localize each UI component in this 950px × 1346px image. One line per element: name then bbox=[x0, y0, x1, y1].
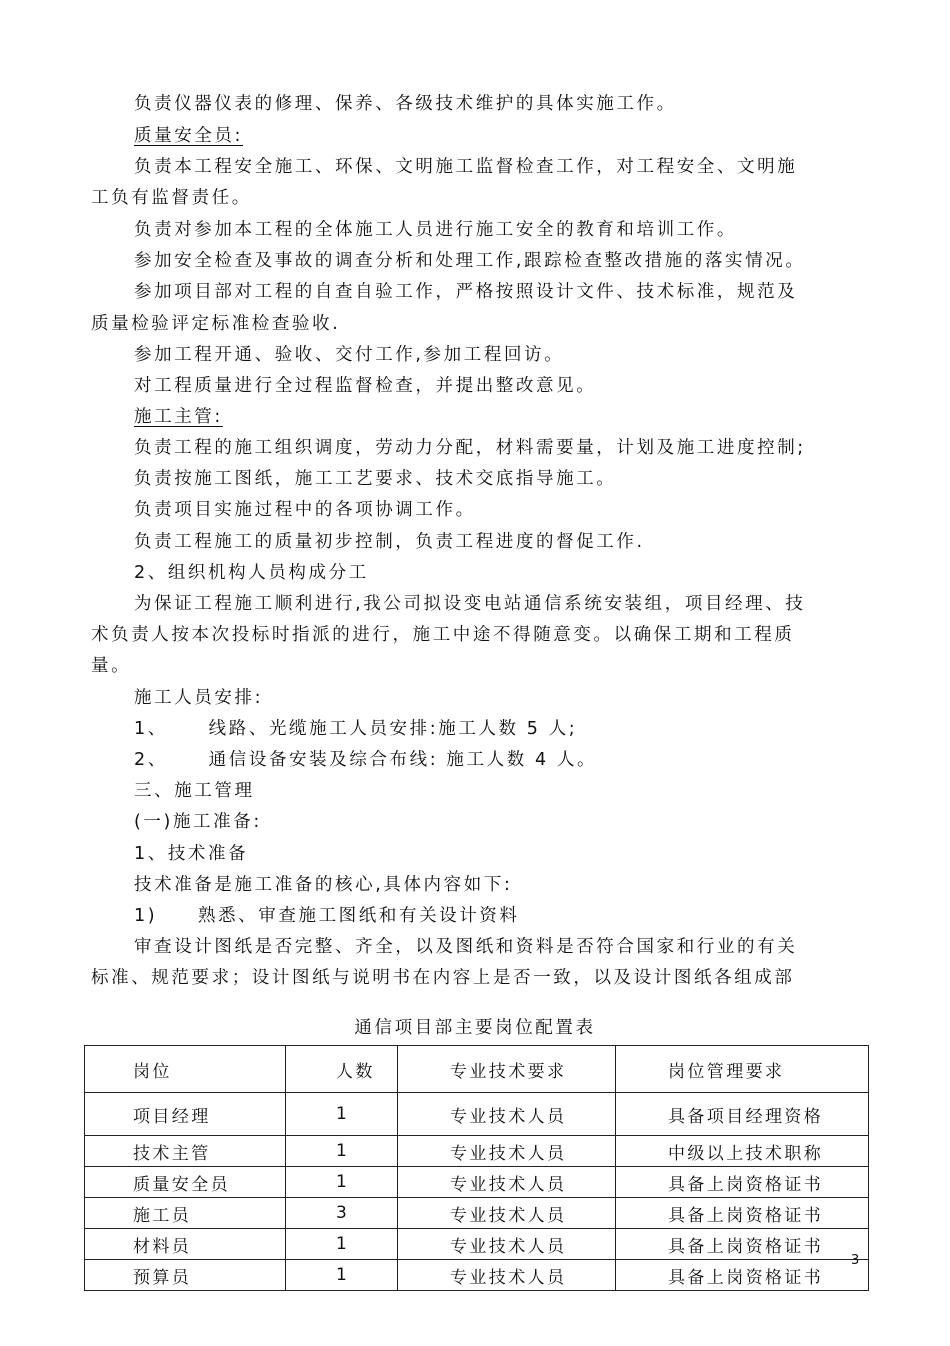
cell-technical-requirement: 专业技术人员 bbox=[398, 1093, 616, 1136]
cell-position: 预算员 bbox=[85, 1260, 286, 1291]
cell-headcount: 1 bbox=[286, 1229, 398, 1260]
paragraph-line: 工负有监督责任。 bbox=[91, 188, 252, 208]
cell-management-requirement: 具备上岗资格证书 bbox=[616, 1198, 869, 1229]
cell-position: 施工员 bbox=[85, 1198, 286, 1229]
header-cell-position: 岗位 bbox=[85, 1046, 286, 1093]
paragraph-line: 质量检验评定标准检查验收. bbox=[91, 314, 341, 334]
cell-position: 质量安全员 bbox=[85, 1167, 286, 1198]
cell-management-requirement: 具备项目经理资格 bbox=[616, 1093, 869, 1136]
paragraph-line: 负责本工程安全施工、环保、文明施工监督检查工作，对工程安全、文明施 bbox=[134, 157, 798, 177]
table-header-row bbox=[85, 1046, 869, 1093]
section-heading-organization: 2、组织机构人员构成分工 bbox=[134, 563, 369, 583]
paragraph-line: 为保证工程施工顺利进行,我公司拟设变电站通信系统安装组，项目经理、技 bbox=[134, 594, 806, 614]
paragraph-line: 负责对参加本工程的全体施工人员进行施工安全的教育和培训工作。 bbox=[134, 220, 737, 240]
paragraph-line: 施工人员安排: bbox=[134, 688, 264, 708]
header-cell-technical-requirement: 专业技术要求 bbox=[398, 1046, 616, 1093]
paragraph-line: 负责项目实施过程中的各项协调工作。 bbox=[134, 500, 476, 520]
cell-technical-requirement: 专业技术人员 bbox=[398, 1260, 616, 1291]
paragraph-line: 量。 bbox=[91, 656, 132, 676]
paragraph-line: 负责工程的施工组织调度，劳动力分配，材料需要量，计划及施工进度控制; bbox=[134, 438, 806, 458]
table-row bbox=[85, 1093, 869, 1136]
table-caption: 通信项目部主要岗位配置表 bbox=[354, 1018, 596, 1038]
section-heading-construction-supervisor: 施工主管: bbox=[134, 407, 223, 427]
section-heading-construction-management: 三、施工管理 bbox=[134, 781, 255, 801]
cell-management-requirement: 具备上岗资格证书 bbox=[616, 1229, 869, 1260]
section-heading-technical-preparation: 1、技术准备 bbox=[134, 844, 249, 864]
cell-position: 技术主管 bbox=[85, 1136, 286, 1167]
cell-management-requirement: 中级以上技术职称 bbox=[616, 1136, 869, 1167]
cell-technical-requirement: 专业技术人员 bbox=[398, 1167, 616, 1198]
cell-headcount: 1 bbox=[286, 1136, 398, 1167]
paragraph-line: 参加项目部对工程的自查自验工作，严格按照设计文件、技术标准，规范及 bbox=[134, 282, 798, 302]
paragraph-line: 负责仪器仪表的修理、保养、各级技术维护的具体实施工作。 bbox=[134, 94, 677, 114]
paragraph-line: 技术准备是施工准备的核心,具体内容如下: bbox=[134, 875, 513, 895]
table-row bbox=[85, 1198, 869, 1229]
list-item: 2、 通信设备安装及综合布线: 施工人数 4 人。 bbox=[134, 750, 598, 770]
cell-headcount: 1 bbox=[286, 1093, 398, 1136]
cell-technical-requirement: 专业技术人员 bbox=[398, 1136, 616, 1167]
staffing-table bbox=[84, 1045, 869, 1291]
paragraph-line: 审查设计图纸是否完整、齐全，以及图纸和资料是否符合国家和行业的有关 bbox=[134, 937, 798, 957]
header-cell-management-requirement: 岗位管理要求 bbox=[616, 1046, 869, 1093]
cell-management-requirement: 具备上岗资格证书 bbox=[616, 1260, 869, 1291]
cell-management-requirement: 具备上岗资格证书 bbox=[616, 1167, 869, 1198]
table-row bbox=[85, 1167, 869, 1198]
cell-headcount: 3 bbox=[286, 1198, 398, 1229]
paragraph-line: 参加工程开通、验收、交付工作,参加工程回访。 bbox=[134, 345, 565, 365]
list-item: 1) 熟悉、审查施工图纸和有关设计资料 bbox=[134, 906, 520, 926]
paragraph-line: 负责工程施工的质量初步控制，负责工程进度的督促工作. bbox=[134, 532, 645, 552]
cell-position: 项目经理 bbox=[85, 1093, 286, 1136]
cell-headcount: 1 bbox=[286, 1167, 398, 1198]
table-row bbox=[85, 1136, 869, 1167]
cell-technical-requirement: 专业技术人员 bbox=[398, 1229, 616, 1260]
paragraph-line: 标准、规范要求；设计图纸与说明书在内容上是否一致，以及设计图纸各组成部 bbox=[91, 968, 795, 988]
cell-headcount: 1 bbox=[286, 1260, 398, 1291]
list-item: 1、 线路、光缆施工人员安排:施工人数 5 人; bbox=[134, 719, 578, 739]
section-heading-quality-safety: 质量安全员: bbox=[134, 126, 243, 146]
cell-position: 材料员 bbox=[85, 1229, 286, 1260]
paragraph-line: 对工程质量进行全过程监督检查，并提出整改意见。 bbox=[134, 376, 597, 396]
page-number: 3 bbox=[851, 1253, 860, 1268]
paragraph-line: 负责按施工图纸，施工工艺要求、技术交底指导施工。 bbox=[134, 469, 617, 489]
paragraph-line: 参加安全检查及事故的调查分析和处理工作,跟踪检查整改措施的落实情况。 bbox=[134, 251, 806, 271]
cell-technical-requirement: 专业技术人员 bbox=[398, 1198, 616, 1229]
table-row bbox=[85, 1229, 869, 1260]
paragraph-line: 术负责人按本次投标时指派的进行，施工中途不得随意变。以确保工期和工程质 bbox=[91, 625, 795, 645]
header-cell-headcount: 人数 bbox=[286, 1046, 398, 1093]
section-heading-preparation: (一)施工准备: bbox=[134, 812, 262, 832]
table-row bbox=[85, 1260, 869, 1291]
